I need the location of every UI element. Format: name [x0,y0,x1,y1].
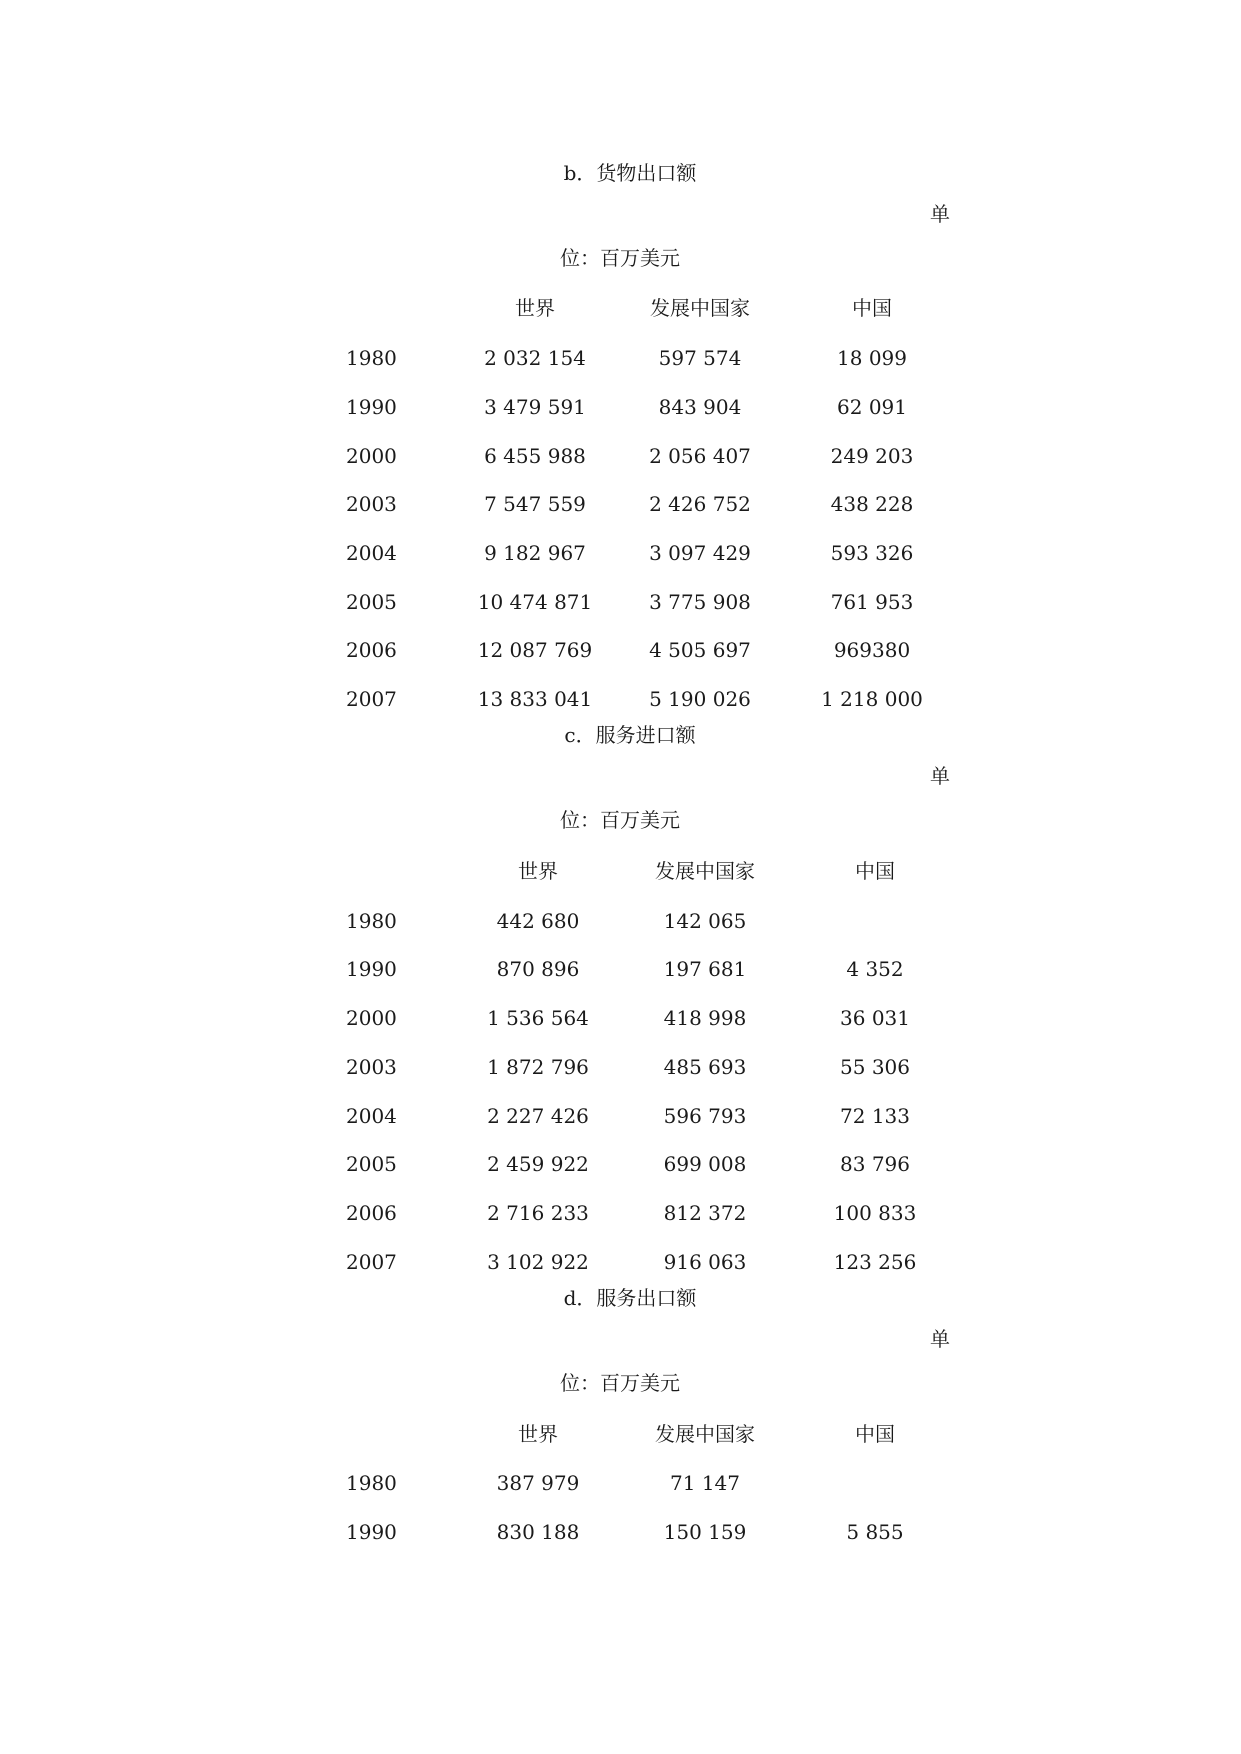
cell-china: 62 091 [837,395,907,419]
cell-world: 3 479 591 [484,395,586,419]
column-header-world: 世界 [518,1422,558,1446]
cell-developing: 916 063 [663,1250,747,1274]
cell-china: 593 326 [830,541,914,565]
cell-year: 2003 [346,1055,397,1079]
cell-china: 83 796 [840,1152,910,1176]
table-title: c．服务进口额 [564,723,696,747]
cell-developing: 71 147 [670,1471,740,1495]
column-header-developing: 发展中国家 [655,1422,755,1446]
cell-china: 18 099 [837,346,907,370]
cell-year: 2005 [346,590,397,614]
cell-china: 36 031 [840,1006,910,1030]
column-header-china: 中国 [855,859,895,883]
cell-year: 2007 [346,687,397,711]
cell-world: 6 455 988 [484,444,586,468]
cell-developing: 150 159 [663,1520,747,1544]
table-title: d．服务出口额 [563,1286,697,1310]
unit-label: 位：百万美元 [560,808,680,832]
cell-developing: 5 190 026 [649,687,751,711]
column-header-world: 世界 [518,859,558,883]
column-header-china: 中国 [855,1422,895,1446]
cell-china: 438 228 [830,492,914,516]
cell-china: 761 953 [830,590,914,614]
cell-developing: 485 693 [663,1055,747,1079]
cell-world: 1 536 564 [487,1006,589,1030]
column-header-developing: 发展中国家 [650,296,750,320]
column-header-world: 世界 [515,296,555,320]
cell-developing: 4 505 697 [649,638,751,662]
cell-developing: 418 998 [663,1006,747,1030]
cell-year: 2004 [346,1104,397,1128]
cell-developing: 699 008 [663,1152,747,1176]
cell-world: 3 102 922 [487,1250,589,1274]
cell-year: 2005 [346,1152,397,1176]
cell-world: 1 872 796 [487,1055,589,1079]
cell-year: 2003 [346,492,397,516]
column-header-developing: 发展中国家 [655,859,755,883]
cell-world: 442 680 [496,909,580,933]
cell-year: 2006 [346,1201,397,1225]
cell-world: 2 459 922 [487,1152,589,1176]
cell-developing: 3 775 908 [649,590,751,614]
cell-world: 2 032 154 [484,346,586,370]
cell-world: 12 087 769 [477,638,593,662]
cell-developing: 2 426 752 [649,492,751,516]
cell-developing: 142 065 [663,909,747,933]
cell-world: 2 227 426 [487,1104,589,1128]
cell-china: 249 203 [830,444,914,468]
cell-developing: 843 904 [658,395,742,419]
cell-developing: 3 097 429 [649,541,751,565]
column-header-china: 中国 [852,296,892,320]
cell-year: 2004 [346,541,397,565]
cell-world: 10 474 871 [477,590,593,614]
cell-year: 1980 [346,1471,397,1495]
unit-label-prefix: 单 [930,764,950,788]
table-title: b．货物出口额 [563,161,697,185]
cell-year: 1980 [346,346,397,370]
cell-developing: 812 372 [663,1201,747,1225]
cell-developing: 597 574 [658,346,742,370]
cell-china: 969380 [833,638,911,662]
cell-china: 5 855 [846,1520,904,1544]
cell-world: 13 833 041 [477,687,593,711]
cell-year: 1990 [346,395,397,419]
cell-world: 2 716 233 [487,1201,589,1225]
cell-year: 2006 [346,638,397,662]
cell-world: 7 547 559 [484,492,586,516]
unit-label: 位：百万美元 [560,1371,680,1395]
cell-year: 1980 [346,909,397,933]
cell-developing: 197 681 [663,957,747,981]
cell-developing: 596 793 [663,1104,747,1128]
cell-year: 1990 [346,957,397,981]
cell-world: 9 182 967 [484,541,586,565]
cell-year: 2007 [346,1250,397,1274]
cell-china: 100 833 [833,1201,917,1225]
cell-year: 2000 [346,444,397,468]
cell-china: 55 306 [840,1055,910,1079]
unit-label-prefix: 单 [930,202,950,226]
cell-world: 870 896 [496,957,580,981]
cell-world: 387 979 [496,1471,580,1495]
cell-china: 123 256 [833,1250,917,1274]
cell-china: 4 352 [846,957,904,981]
cell-china: 72 133 [840,1104,910,1128]
unit-label: 位：百万美元 [560,246,680,270]
unit-label-prefix: 单 [930,1327,950,1351]
cell-china: 1 218 000 [821,687,923,711]
cell-developing: 2 056 407 [649,444,751,468]
cell-world: 830 188 [496,1520,580,1544]
cell-year: 2000 [346,1006,397,1030]
cell-year: 1990 [346,1520,397,1544]
